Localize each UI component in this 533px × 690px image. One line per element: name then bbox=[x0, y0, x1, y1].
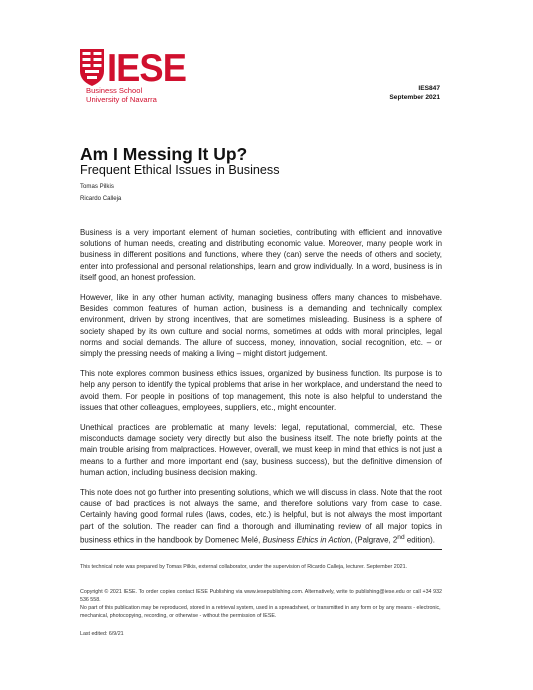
body-paragraph bbox=[80, 487, 442, 546]
body-paragraph: This note explores common business ethics issues, organized by business function. Its purpose is to help any person to identify the typical problems that arise in her workplace, and understand the need to avoid them. For people in positions of top management, this note is also helpful to understand the issues that other colleagues, employees, suppliers, etc., might encounter. bbox=[80, 369, 442, 412]
document-date: September 2021 bbox=[389, 94, 440, 101]
logo-line-university: University of Navarra bbox=[86, 94, 157, 104]
superscript: nd bbox=[397, 533, 405, 541]
page-title: Am I Messing It Up? bbox=[80, 144, 248, 164]
document-code: IES847 bbox=[418, 85, 440, 92]
paragraph-text: , (Palgrave, 2 bbox=[350, 535, 398, 545]
logo-wordmark: IESE bbox=[107, 47, 186, 87]
body-text bbox=[80, 227, 442, 555]
body-paragraph: Unethical practices are problematic at many levels: legal, reputational, commercial, etc. These misconducts damage society very directly but also the business itself. The note briefly points at the main trouble arising from malpractices. However, overall, we must keep in mind that ethics is not just a means to a further and more important end (say, business success), but the definitive dimension of human action, including business decision making. bbox=[80, 423, 442, 477]
paragraph-text: This note does not go further into presenting solutions, which we will discuss in class. Note that the root cause of bad practices is not always the same, and therefore solutions vary from case to case. Certainly having good formal rules (laws, codes, etc.) is helpful, but is not always the most important part of the solution. The reader can find a thorough and illuminating review of all major topics in business ethics in the handbook by Domenec Melé, bbox=[80, 488, 442, 545]
logo-caption bbox=[86, 87, 157, 104]
copyright-notice: Copyright © 2021 IESE. To order copies contact IESE Publishing via www.iesepublishing.com. Alternatively, write to publishing@iese.edu or call +34 932 536 558. bbox=[80, 589, 442, 604]
book-title: Business Ethics in Action bbox=[262, 535, 351, 545]
body-paragraph: Business is a very important element of human societies, contributing with efficient and innovative solutions of human needs, creating and distributing economic value. Moreover, many people work in business in different positions and functions, where they (can) serve the needs of others and society, enter into professional and personal relationships, learn and grow individually. In a word, business is in itself good, an honest profession. bbox=[80, 228, 442, 282]
footer-divider bbox=[80, 549, 442, 550]
page-subtitle: Frequent Ethical Issues in Business bbox=[80, 163, 280, 177]
logo-line-school: Business School bbox=[86, 86, 143, 95]
author-name: Tomas Pilkis bbox=[80, 183, 114, 190]
iese-logo bbox=[80, 47, 188, 87]
paragraph-text: edition). bbox=[404, 535, 435, 545]
body-paragraph: However, like in any other human activity, managing business offers many chances to misbehave. Besides common features of human action, business is a demanding and technically complex environment, driven by strong incentives, that are sometimes misleading. Business is a sphere of society shaped by its own culture and social norms, sometimes at odds with moral principles, legal norms and social demands. The allure of success, money, innovation, social recognition, etc. – or simply the pressing needs of making a living – might distort judgement. bbox=[80, 293, 442, 359]
document-reference bbox=[389, 84, 440, 102]
author-name: Ricardo Calleja bbox=[80, 195, 122, 202]
last-edited: Last edited: 6/9/21 bbox=[80, 631, 124, 637]
prepared-by-note: This technical note was prepared by Tomas Pilkis, external collaborator, under the supervision of Ricardo Calleja, lecturer. September 2021. bbox=[80, 564, 408, 570]
rights-notice: No part of this publication may be reproduced, stored in a retrieval system, used in a spreadsheet, or transmitted in any form or by any means - electronic, mechanical, photocopying, recording, or otherwise - without the permission of IESE. bbox=[80, 605, 441, 620]
